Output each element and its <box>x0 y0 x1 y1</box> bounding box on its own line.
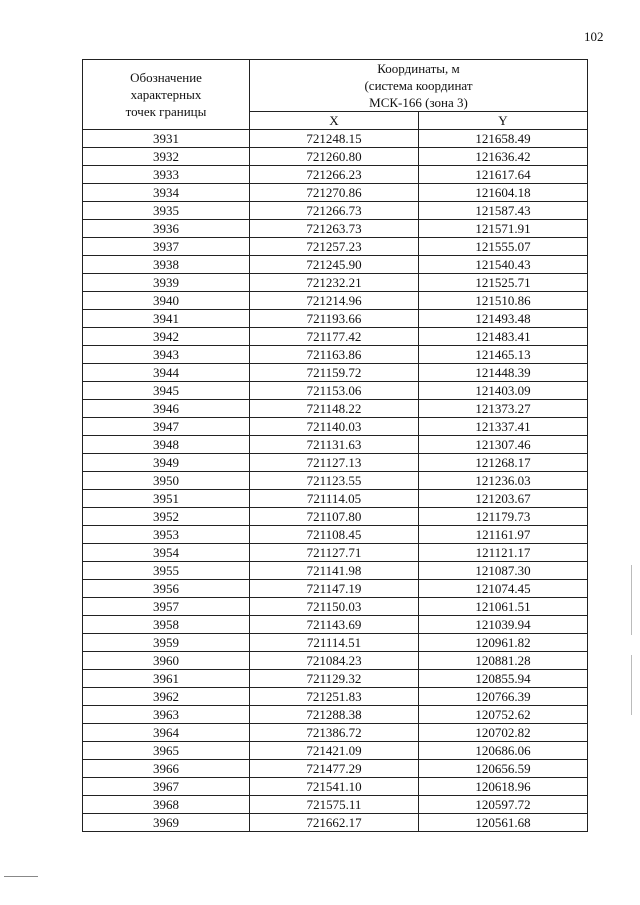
x-coordinate-cell: 721131.63 <box>250 436 419 454</box>
y-coordinate-cell: 121540.43 <box>419 256 588 274</box>
table-row <box>83 364 588 382</box>
table-row <box>83 238 588 256</box>
table-row <box>83 760 588 778</box>
y-coordinate-cell: 120881.28 <box>419 652 588 670</box>
table-row <box>83 148 588 166</box>
x-coordinate-cell: 721108.45 <box>250 526 419 544</box>
point-id-cell: 3964 <box>83 724 250 742</box>
table-row <box>83 724 588 742</box>
x-coordinate-cell: 721260.80 <box>250 148 419 166</box>
y-coordinate-cell: 121617.64 <box>419 166 588 184</box>
point-id-cell: 3945 <box>83 382 250 400</box>
y-coordinate-cell: 121061.51 <box>419 598 588 616</box>
point-id-cell: 3957 <box>83 598 250 616</box>
table-row <box>83 184 588 202</box>
table-row <box>83 616 588 634</box>
x-coordinate-cell: 721159.72 <box>250 364 419 382</box>
y-coordinate-cell: 120766.39 <box>419 688 588 706</box>
table-row <box>83 814 588 832</box>
y-coordinate-cell: 121465.13 <box>419 346 588 364</box>
table-row <box>83 508 588 526</box>
table-header-row <box>83 60 588 112</box>
x-coordinate-cell: 721114.51 <box>250 634 419 652</box>
table-row <box>83 670 588 688</box>
point-id-cell: 3939 <box>83 274 250 292</box>
table-row <box>83 292 588 310</box>
y-coordinate-cell: 120702.82 <box>419 724 588 742</box>
x-coordinate-cell: 721153.06 <box>250 382 419 400</box>
table-row <box>83 634 588 652</box>
coord-header-line: МСК-166 (зона 3) <box>369 95 468 110</box>
point-id-cell: 3966 <box>83 760 250 778</box>
table-row <box>83 220 588 238</box>
x-coordinate-cell: 721177.42 <box>250 328 419 346</box>
point-id-cell: 3951 <box>83 490 250 508</box>
point-id-cell: 3946 <box>83 400 250 418</box>
table-row <box>83 310 588 328</box>
table-row <box>83 526 588 544</box>
scan-footer-mark <box>4 876 38 877</box>
y-coordinate-cell: 121604.18 <box>419 184 588 202</box>
coordinates-header <box>250 60 588 112</box>
x-coordinate-cell: 721288.38 <box>250 706 419 724</box>
y-coordinate-cell: 121587.43 <box>419 202 588 220</box>
point-id-cell: 3935 <box>83 202 250 220</box>
point-id-cell: 3955 <box>83 562 250 580</box>
table-row <box>83 490 588 508</box>
x-coordinate-cell: 721266.23 <box>250 166 419 184</box>
coord-header-line: (система координат <box>364 78 473 93</box>
table-row <box>83 598 588 616</box>
y-coordinate-cell: 121658.49 <box>419 130 588 148</box>
y-coordinate-cell: 120855.94 <box>419 670 588 688</box>
point-id-cell: 3969 <box>83 814 250 832</box>
y-coordinate-cell: 120961.82 <box>419 634 588 652</box>
point-id-cell: 3965 <box>83 742 250 760</box>
point-id-cell: 3938 <box>83 256 250 274</box>
y-coordinate-cell: 121161.97 <box>419 526 588 544</box>
table-row <box>83 454 588 472</box>
x-coordinate-cell: 721541.10 <box>250 778 419 796</box>
y-coordinate-cell: 121074.45 <box>419 580 588 598</box>
y-coordinate-cell: 121039.94 <box>419 616 588 634</box>
x-coordinate-cell: 721477.29 <box>250 760 419 778</box>
point-id-cell: 3934 <box>83 184 250 202</box>
y-coordinate-cell: 120618.96 <box>419 778 588 796</box>
table-row <box>83 382 588 400</box>
table-row <box>83 256 588 274</box>
x-coordinate-cell: 721147.19 <box>250 580 419 598</box>
point-id-cell: 3963 <box>83 706 250 724</box>
y-coordinate-cell: 121373.27 <box>419 400 588 418</box>
table-row <box>83 346 588 364</box>
y-coordinate-cell: 120656.59 <box>419 760 588 778</box>
point-id-cell: 3947 <box>83 418 250 436</box>
x-coordinate-cell: 721248.15 <box>250 130 419 148</box>
y-column-header: Y <box>419 112 588 130</box>
x-coordinate-cell: 721127.13 <box>250 454 419 472</box>
x-coordinate-cell: 721148.22 <box>250 400 419 418</box>
x-coordinate-cell: 721141.98 <box>250 562 419 580</box>
point-id-cell: 3933 <box>83 166 250 184</box>
point-id-cell: 3950 <box>83 472 250 490</box>
point-header-line: точек границы <box>125 104 207 119</box>
table-row <box>83 544 588 562</box>
x-coordinate-cell: 721232.21 <box>250 274 419 292</box>
point-id-cell: 3948 <box>83 436 250 454</box>
x-coordinate-cell: 721251.83 <box>250 688 419 706</box>
point-header-line: Обозначение <box>130 70 202 85</box>
y-coordinate-cell: 120597.72 <box>419 796 588 814</box>
table-row <box>83 706 588 724</box>
x-coordinate-cell: 721084.23 <box>250 652 419 670</box>
y-coordinate-cell: 120561.68 <box>419 814 588 832</box>
table-row <box>83 796 588 814</box>
x-coordinate-cell: 721114.05 <box>250 490 419 508</box>
x-coordinate-cell: 721129.32 <box>250 670 419 688</box>
x-coordinate-cell: 721140.03 <box>250 418 419 436</box>
table-row <box>83 742 588 760</box>
point-id-cell: 3944 <box>83 364 250 382</box>
table-row <box>83 472 588 490</box>
y-coordinate-cell: 121268.17 <box>419 454 588 472</box>
point-id-cell: 3953 <box>83 526 250 544</box>
point-id-cell: 3961 <box>83 670 250 688</box>
x-coordinate-cell: 721107.80 <box>250 508 419 526</box>
table-row <box>83 652 588 670</box>
point-id-cell: 3936 <box>83 220 250 238</box>
y-coordinate-cell: 121483.41 <box>419 328 588 346</box>
x-coordinate-cell: 721575.11 <box>250 796 419 814</box>
x-coordinate-cell: 721263.73 <box>250 220 419 238</box>
table-row <box>83 418 588 436</box>
x-coordinate-cell: 721214.96 <box>250 292 419 310</box>
table-row <box>83 436 588 454</box>
y-coordinate-cell: 121121.17 <box>419 544 588 562</box>
table-row <box>83 778 588 796</box>
point-id-cell: 3942 <box>83 328 250 346</box>
x-coordinate-cell: 721245.90 <box>250 256 419 274</box>
point-id-cell: 3937 <box>83 238 250 256</box>
x-coordinate-cell: 721150.03 <box>250 598 419 616</box>
point-id-cell: 3949 <box>83 454 250 472</box>
table-row <box>83 130 588 148</box>
table-row <box>83 688 588 706</box>
point-id-cell: 3967 <box>83 778 250 796</box>
point-id-cell: 3962 <box>83 688 250 706</box>
point-id-cell: 3943 <box>83 346 250 364</box>
point-id-cell: 3956 <box>83 580 250 598</box>
y-coordinate-cell: 121307.46 <box>419 436 588 454</box>
x-coordinate-cell: 721257.23 <box>250 238 419 256</box>
table-row <box>83 562 588 580</box>
y-coordinate-cell: 121448.39 <box>419 364 588 382</box>
y-coordinate-cell: 121179.73 <box>419 508 588 526</box>
x-coordinate-cell: 721386.72 <box>250 724 419 742</box>
table-row <box>83 400 588 418</box>
scan-edge-mark <box>631 565 632 635</box>
point-id-cell: 3954 <box>83 544 250 562</box>
y-coordinate-cell: 121236.03 <box>419 472 588 490</box>
x-coordinate-cell: 721143.69 <box>250 616 419 634</box>
y-coordinate-cell: 121571.91 <box>419 220 588 238</box>
x-coordinate-cell: 721266.73 <box>250 202 419 220</box>
y-coordinate-cell: 121087.30 <box>419 562 588 580</box>
point-id-cell: 3931 <box>83 130 250 148</box>
y-coordinate-cell: 120752.62 <box>419 706 588 724</box>
x-coordinate-cell: 721127.71 <box>250 544 419 562</box>
y-coordinate-cell: 121493.48 <box>419 310 588 328</box>
table-row <box>83 166 588 184</box>
table-body <box>83 130 588 832</box>
y-coordinate-cell: 121525.71 <box>419 274 588 292</box>
point-id-cell: 3959 <box>83 634 250 652</box>
table-row <box>83 580 588 598</box>
point-id-cell: 3932 <box>83 148 250 166</box>
y-coordinate-cell: 121203.67 <box>419 490 588 508</box>
coordinates-table <box>82 59 588 832</box>
point-id-cell: 3968 <box>83 796 250 814</box>
coord-header-line: Координаты, м <box>377 61 460 76</box>
x-coordinate-cell: 721193.66 <box>250 310 419 328</box>
point-id-cell: 3941 <box>83 310 250 328</box>
x-coordinate-cell: 721421.09 <box>250 742 419 760</box>
y-coordinate-cell: 121337.41 <box>419 418 588 436</box>
y-coordinate-cell: 121555.07 <box>419 238 588 256</box>
table-row <box>83 328 588 346</box>
point-id-cell: 3940 <box>83 292 250 310</box>
x-coordinate-cell: 721270.86 <box>250 184 419 202</box>
point-header-line: характерных <box>130 87 202 102</box>
table-row <box>83 274 588 292</box>
x-column-header: X <box>250 112 419 130</box>
page-number: 102 <box>584 29 604 44</box>
point-designation-header <box>83 60 250 130</box>
table-row <box>83 202 588 220</box>
y-coordinate-cell: 121403.09 <box>419 382 588 400</box>
x-coordinate-cell: 721662.17 <box>250 814 419 832</box>
point-id-cell: 3958 <box>83 616 250 634</box>
scan-edge-mark <box>631 655 632 715</box>
y-coordinate-cell: 120686.06 <box>419 742 588 760</box>
y-coordinate-cell: 121510.86 <box>419 292 588 310</box>
point-id-cell: 3960 <box>83 652 250 670</box>
x-coordinate-cell: 721123.55 <box>250 472 419 490</box>
y-coordinate-cell: 121636.42 <box>419 148 588 166</box>
point-id-cell: 3952 <box>83 508 250 526</box>
x-coordinate-cell: 721163.86 <box>250 346 419 364</box>
